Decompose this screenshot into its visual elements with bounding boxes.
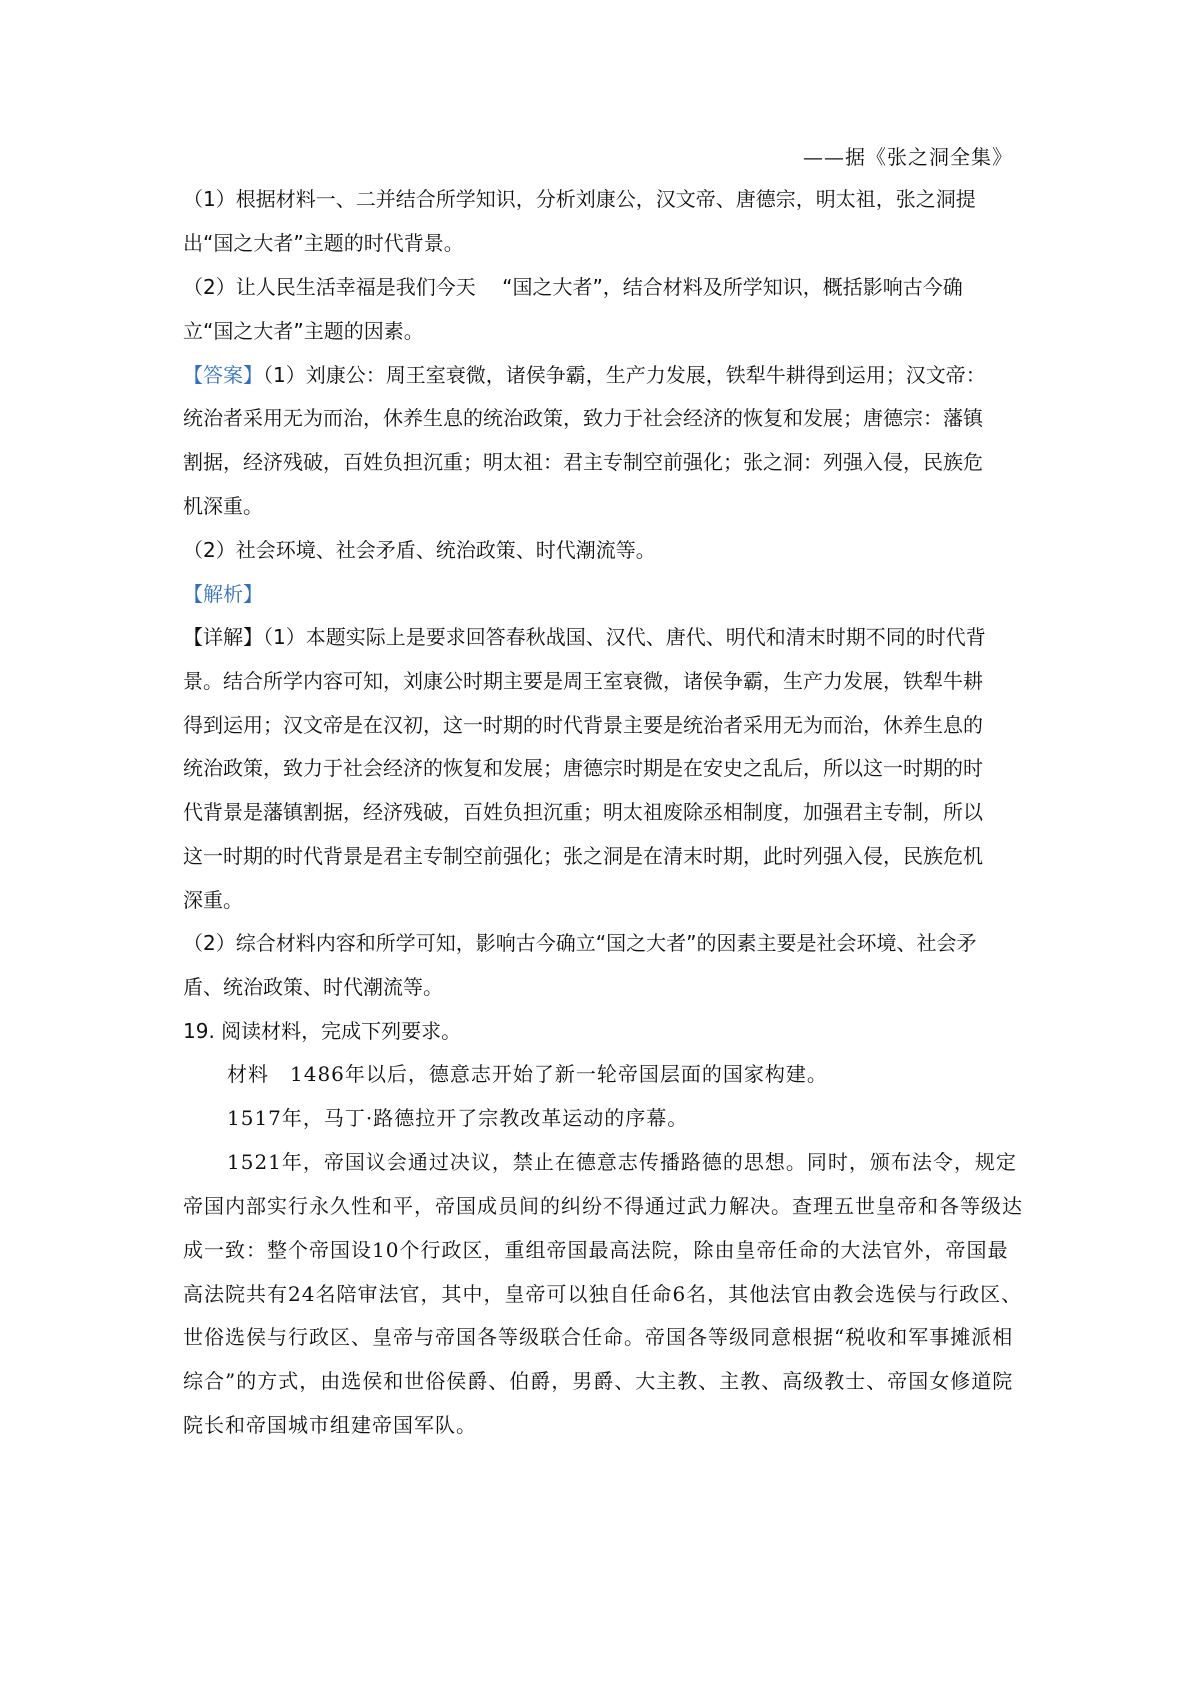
detail-line-6: 这一时期的时代背景是君主专制空前强化；张之洞是在清末时期，此时列强入侵，民族危机	[183, 844, 983, 868]
detail-line-4: 统治政策，致力于社会经济的恢复和发展；唐德宗时期是在安史之乱后，所以这一时期的时	[183, 756, 983, 780]
material-line-1: 材料 1486年以后，德意志开始了新一轮帝国层面的国家构建。	[227, 1062, 828, 1086]
question-1-line-2: 出“国之大者”主题的时代背景。	[183, 231, 464, 255]
analysis-label: 【解析】	[183, 582, 263, 606]
answer-line-1	[183, 360, 1033, 390]
answer-line-4: 机深重。	[183, 494, 263, 518]
answer-line-2: 统治者采用无为而治，休养生息的统治政策，致力于社会经济的恢复和发展；唐德宗：藩镇	[183, 406, 983, 430]
answer-label: 【答案】	[183, 363, 263, 387]
detail-line-9: 盾、统治政策、时代潮流等。	[183, 975, 443, 999]
question-1-line-1: （1）根据材料一、二并结合所学知识，分析刘康公，汉文帝、唐德宗，明太祖，张之洞提	[183, 187, 976, 211]
material-line-5: 成一致：整个帝国设10个行政区，重组帝国最高法院，除由皇帝任命的大法官外，帝国最	[183, 1238, 1009, 1262]
material-line-3: 1521年，帝国议会通过决议，禁止在德意志传播路德的思想。同时，颁布法令，规定	[227, 1150, 1017, 1174]
material-line-8: 综合”的方式，由选侯和世俗侯爵、伯爵，男爵、大主教、主教、高级教士、帝国女修道院	[183, 1369, 1014, 1393]
material-line-4: 帝国内部实行永久性和平，帝国成员间的纠纷不得通过武力解决。查理五世皇帝和各等级达	[183, 1194, 1023, 1218]
material-line-2: 1517年，马丁·路德拉开了宗教改革运动的序幕。	[227, 1106, 689, 1130]
detail-line-5: 代背景是藩镇割据，经济残破，百姓负担沉重；明太祖废除丞相制度，加强君主专制，所以	[183, 800, 983, 824]
answer-line-5: （2）社会环境、社会矛盾、统治政策、时代潮流等。	[183, 538, 656, 562]
material-line-6: 高法院共有24名陪审法官，其中，皇帝可以独自任命6名，其他法官由教会选侯与行政区、	[183, 1282, 1023, 1306]
material-line-9: 院长和帝国城市组建帝国军队。	[183, 1413, 477, 1437]
answer-line-3: 割据，经济残破，百姓负担沉重；明太祖：君主专制空前强化；张之洞：列强入侵，民族危	[183, 450, 983, 474]
material-line-7: 世俗选侯与行政区、皇帝与帝国各等级联合任命。帝国各等级同意根据“税收和军事摊派相	[183, 1325, 1014, 1349]
question-2-line-1: （2）让人民生活幸福是我们今天 “国之大者”，结合材料及所学知识，概括影响古今确	[183, 275, 963, 299]
source-citation: ——据《张之洞全集》	[803, 145, 1013, 169]
detail-line-8: （2）综合材料内容和所学可知，影响古今确立“国之大者”的因素主要是社会环境、社会矛	[183, 931, 977, 955]
question-19-heading: 19. 阅读材料，完成下列要求。	[183, 1019, 462, 1043]
detail-line-1: 【详解】（1）本题实际上是要求回答春秋战国、汉代、唐代、明代和清末时期不同的时代背	[183, 625, 986, 649]
detail-line-3: 得到运用；汉文帝是在汉初，这一时期的时代背景主要是统治者采用无为而治，休养生息的	[183, 713, 983, 737]
answer-text: （1）刘康公：周王室衰微，诸侯争霸，生产力发展，铁犁牛耕得到运用；汉文帝：	[263, 363, 986, 387]
question-2-line-2: 立“国之大者”主题的因素。	[183, 319, 424, 343]
detail-line-7: 深重。	[183, 888, 243, 912]
detail-line-2: 景。结合所学内容可知，刘康公时期主要是周王室衰微，诸侯争霸，生产力发展，铁犁牛耕	[183, 669, 983, 693]
